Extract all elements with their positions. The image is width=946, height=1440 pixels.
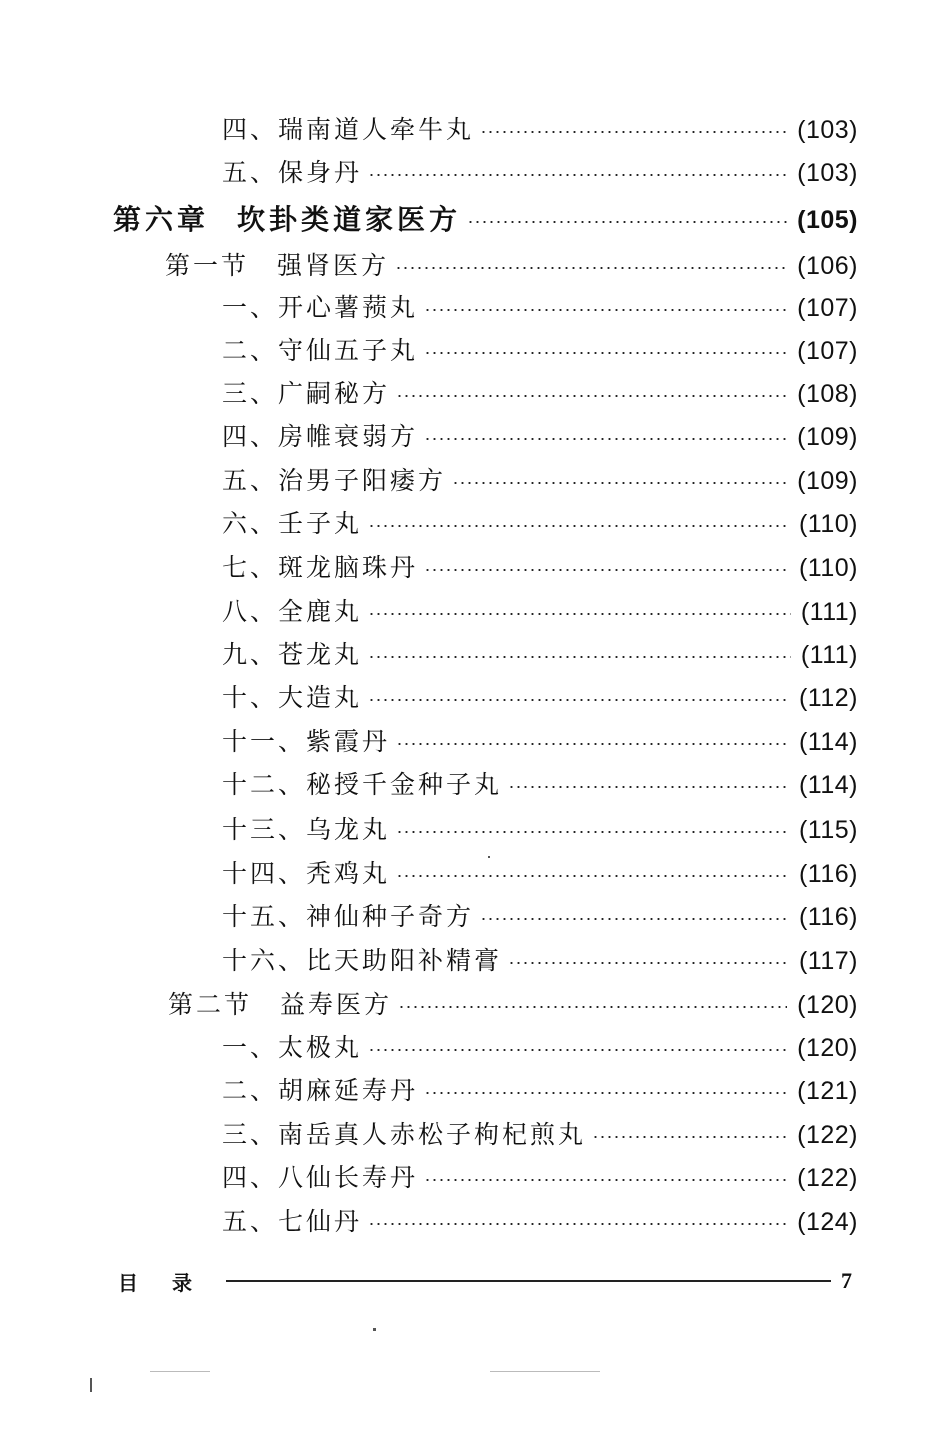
toc-item-row [222, 897, 858, 937]
toc-item-row [222, 1202, 858, 1242]
toc-page-number: (108) [797, 380, 858, 408]
dot-leader [480, 918, 789, 920]
toc-page-number: (109) [797, 423, 858, 451]
toc-entry-title: 五、治男子阳痿方 [222, 466, 447, 495]
dot-leader [592, 1136, 787, 1138]
dot-leader [424, 352, 787, 354]
dot-leader [508, 786, 789, 788]
toc-page-number: (122) [797, 1121, 858, 1149]
toc-page-number: (117) [798, 947, 858, 975]
toc-section-row [165, 246, 858, 286]
toc-entry-title [113, 200, 461, 240]
dot-leader [368, 699, 789, 701]
toc-entry-title: 四、八仙长寿丹 [222, 1163, 419, 1192]
scan-speck [490, 1371, 600, 1372]
dot-leader [368, 656, 791, 658]
toc-item-row [222, 461, 858, 501]
toc-page-number: (116) [798, 903, 858, 931]
toc-entry-title: 十、大造丸 [222, 683, 363, 712]
toc-entry-title: 八、全鹿丸 [222, 597, 363, 626]
toc-page-number: (111) [800, 598, 858, 626]
toc-page-number: (114) [798, 771, 858, 799]
toc-item-row [222, 1158, 858, 1198]
toc-page-number: (110) [798, 554, 858, 582]
toc-page-number: (114) [798, 728, 858, 756]
dot-leader [508, 962, 789, 964]
toc-page-number: (120) [797, 991, 858, 1019]
toc-page-number: (107) [797, 294, 858, 322]
dot-leader [424, 569, 789, 571]
toc-item-row [222, 765, 858, 805]
toc-entry-title: 九、苍龙丸 [222, 640, 363, 669]
dot-leader [452, 482, 787, 484]
toc-item-row [222, 153, 858, 193]
footer-label: 目录 [118, 1270, 226, 1295]
section-title: 益寿医方 [280, 990, 393, 1019]
toc-item-row [222, 678, 858, 718]
dot-leader [368, 174, 787, 176]
dot-leader [480, 131, 787, 133]
toc-chapter-row [113, 200, 858, 240]
toc-item-row [222, 592, 858, 632]
toc-page-number: (103) [797, 116, 858, 144]
dot-leader [424, 1092, 787, 1094]
toc-page-number: (106) [797, 252, 858, 280]
toc-page-number: (120) [797, 1034, 858, 1062]
dot-leader [368, 1223, 787, 1225]
scan-speck [488, 856, 490, 858]
toc-entry-title: 四、房帷衰弱方 [222, 422, 419, 451]
dot-leader [424, 438, 787, 440]
chapter-title: 坎卦类道家医方 [237, 203, 462, 236]
toc-section-row [168, 985, 858, 1025]
toc-page-number: (112) [798, 684, 858, 712]
scan-speck [373, 1328, 376, 1331]
toc-page-number: (103) [797, 159, 858, 187]
dot-leader [396, 743, 789, 745]
toc-item-row [222, 1115, 858, 1155]
toc-item-row [222, 854, 858, 894]
toc-entry-title [165, 246, 389, 286]
toc-item-row [222, 635, 858, 675]
section-label: 第二节 [168, 990, 253, 1019]
toc-entry-title: 十二、秘授千金种子丸 [222, 770, 503, 799]
toc-page-number: (124) [797, 1208, 858, 1236]
toc-page-number: (111) [800, 641, 858, 669]
chapter-label: 第六章 [113, 203, 210, 236]
dot-leader [396, 831, 789, 833]
toc-entry-title: 十一、紫霞丹 [222, 727, 391, 756]
scan-speck [150, 1371, 210, 1372]
toc-entry-title: 三、南岳真人赤松子枸杞煎丸 [222, 1120, 587, 1149]
toc-entry-title: 二、胡麻延寿丹 [222, 1076, 419, 1105]
dot-leader [395, 267, 787, 269]
toc-entry-title: 一、太极丸 [222, 1033, 363, 1062]
toc-page-number: (109) [797, 467, 858, 495]
toc-entry-title: 十三、乌龙丸 [222, 815, 391, 844]
toc-item-row [222, 417, 858, 457]
page-footer [118, 1266, 852, 1296]
toc-entry-title [168, 985, 392, 1025]
toc-page-number: (121) [797, 1077, 858, 1105]
toc-item-row [222, 941, 858, 981]
toc-item-row [222, 504, 858, 544]
footer-rule [226, 1280, 831, 1282]
toc-entry-title: 十五、神仙种子奇方 [222, 902, 475, 931]
toc-item-row [222, 374, 858, 414]
toc-entry-title: 十六、比天助阳补精膏 [222, 946, 503, 975]
dot-leader [396, 395, 787, 397]
toc-entry-title: 五、保身丹 [222, 158, 363, 187]
dot-leader [368, 1049, 787, 1051]
toc-item-row [222, 288, 858, 328]
toc-item-row [222, 1071, 858, 1111]
toc-item-row [222, 1028, 858, 1068]
dot-leader [368, 525, 789, 527]
toc-entry-title: 二、守仙五子丸 [222, 336, 419, 365]
section-label: 第一节 [165, 251, 250, 280]
toc-entry-title: 七、斑龙脑珠丹 [222, 553, 419, 582]
toc-entry-title: 四、瑞南道人牵牛丸 [222, 115, 475, 144]
toc-entry-title: 六、壬子丸 [222, 509, 363, 538]
toc-item-row [222, 331, 858, 371]
toc-item-row [222, 810, 858, 850]
toc-page-number: (122) [797, 1164, 858, 1192]
toc-page-number: (115) [798, 816, 858, 844]
toc-page-number: (116) [798, 860, 858, 888]
toc-item-row [222, 722, 858, 762]
toc-entry-title: 一、开心薯蓣丸 [222, 293, 419, 322]
toc-item-row [222, 548, 858, 588]
dot-leader [396, 875, 789, 877]
page-number: 7 [841, 1268, 852, 1293]
toc-entry-title: 十四、秃鸡丸 [222, 859, 391, 888]
toc-entry-title: 五、七仙丹 [222, 1207, 363, 1236]
toc-page-number: (110) [798, 510, 858, 538]
scan-speck [90, 1378, 92, 1392]
dot-leader [398, 1006, 787, 1008]
toc-entry-title: 三、广嗣秘方 [222, 379, 391, 408]
dot-leader [368, 613, 791, 615]
toc-page-number: (107) [797, 337, 858, 365]
toc-item-row [222, 110, 858, 150]
dot-leader [424, 1179, 787, 1181]
toc-page-number: (105) [797, 206, 858, 234]
dot-leader [424, 309, 787, 311]
dot-leader [467, 221, 787, 223]
section-title: 强肾医方 [277, 251, 390, 280]
